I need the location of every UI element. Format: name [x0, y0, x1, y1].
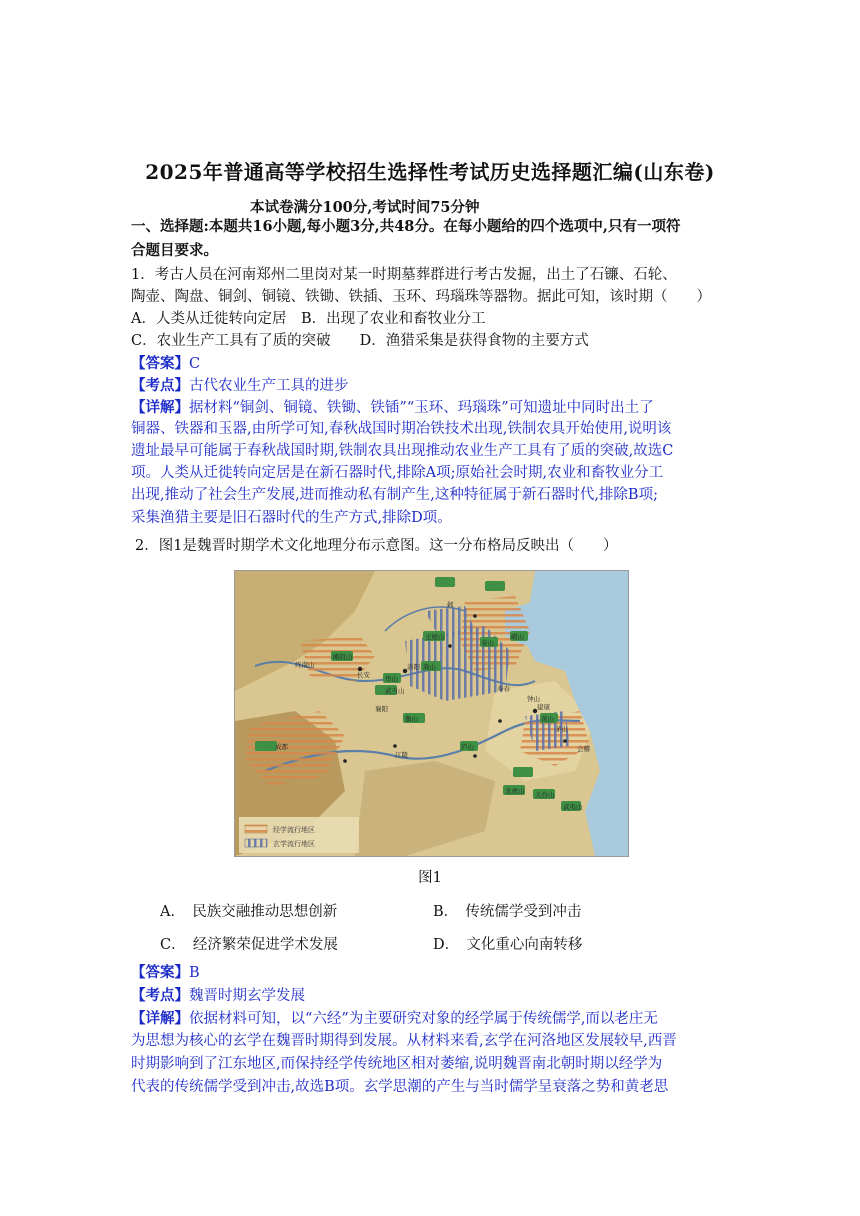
detail-text: 据材料“铜剑、铜镜、铁锄、铁锸”“玉环、玛瑙珠”可知遗址中同时出土了	[189, 400, 654, 416]
map-place-label: 建康	[537, 703, 550, 711]
map-place-label: 龙虎山	[505, 787, 525, 795]
map-place-label: 寿春	[497, 685, 510, 693]
mountain-tag	[485, 581, 505, 591]
q2-detail-line4: 代表的传统儒学受到冲击,故选B项。玄学思潮的产生与当时儒学呈衰落之势和黄老思	[131, 1079, 669, 1095]
legend-label-xuanxue: 玄学流行地区	[273, 840, 315, 848]
map-place-label: 襄阳	[375, 705, 388, 713]
mountain-tag	[255, 741, 277, 751]
q2-option-c: C． 经济繁荣促进学术发展	[160, 937, 338, 953]
map-place-label: 长安	[357, 671, 370, 679]
map-place-label: 会稽	[577, 745, 590, 753]
map-place-label: 黄山	[541, 715, 554, 723]
q1-detail-line6: 采集渔猎主要是旧石器时代的生产方式,排除D项。	[131, 510, 452, 526]
map-svg	[235, 571, 628, 856]
exam-info: 本试卷满分100分,考试时间75分钟	[250, 199, 480, 216]
answer-tag: 【答案】	[131, 964, 189, 981]
map-place-label: 崂山	[511, 633, 524, 641]
map-place-label: 武夷山	[563, 803, 583, 811]
section-heading-line1: 一、选择题:本题共16小题,每小题3分,共48分。在每小题给的四个选项中,只有一项符	[131, 218, 681, 235]
map-place-label: 洛阳	[407, 663, 420, 671]
map-place-label: 嵩山	[423, 663, 436, 671]
map-place-label: 钟山	[527, 695, 540, 703]
section-heading-line2: 合题目要求。	[131, 242, 218, 259]
q1-detail-line1	[131, 397, 731, 419]
kaodian-value: 魏晋时期玄学发展	[189, 988, 305, 1004]
q1-detail-line2: 铜器、铁器和玉器,由所学可知,春秋战国时期冶铁技术出现,铁制农具开始使用,说明该	[131, 421, 672, 437]
q1-stem-line2: 陶壶、陶盘、铜剑、铜镜、铁锄、铁插、玉环、玛瑙珠等器物。据此可知，该时期（ ）	[131, 289, 711, 305]
q1-detail-line4: 项。人类从迁徙转向定居是在新石器时代,排除A项;原始社会时期,农业和畜牧业分工	[131, 465, 664, 481]
q1-options-ab: A．人类从迁徙转向定居 B．出现了农业和畜牧业分工	[131, 311, 486, 327]
map-place-label: 庐山	[461, 743, 474, 751]
map-place-label: 江陵	[395, 751, 408, 759]
kaodian-value: 古代农业生产工具的进步	[189, 378, 349, 394]
answer-value: C	[189, 356, 201, 372]
map-place-label: 泰山	[481, 639, 494, 647]
kaodian-tag: 【考点】	[131, 377, 189, 394]
figure-caption: 图1	[418, 870, 442, 886]
detail-text: 依据材料可知，以“六经”为主要研究对象的经学属于传统儒学,而以老庄无	[189, 1011, 658, 1027]
map-legend	[239, 817, 359, 853]
q1-detail-line3: 遗址最早可能属于春秋战国时期,铁制农具出现推动农业生产工具有了质的突破,故选C	[131, 443, 674, 459]
mountain-tag	[513, 767, 533, 777]
detail-tag: 【详解】	[131, 1010, 189, 1027]
q2-option-d: D． 文化重心向南转移	[433, 937, 583, 953]
q1-answer	[131, 353, 731, 375]
q2-detail-line3: 时期影响到了江东地区,而保持经学传统地区相对萎缩,说明魏晋南北朝时期以经学为	[131, 1056, 663, 1072]
q1-options-cd: C．农业生产工具有了质的突破 D．渔猎采集是获得食物的主要方式	[131, 333, 589, 349]
legend-label-jingxue: 经学流行地区	[273, 826, 315, 834]
map-place-label: 邺	[447, 601, 454, 609]
map-place-label: 武当山	[385, 687, 405, 695]
answer-tag: 【答案】	[131, 355, 189, 372]
page-title: 2025年普通高等学校招生选择性考试历史选择题汇编(山东卷)	[145, 160, 715, 184]
q2-kaodian	[131, 985, 731, 1007]
q1-stem-line1: 1．考古人员在河南郑州二里岗对某一时期墓葬群进行考古发掘，出土了石镰、石轮、	[131, 267, 677, 283]
kaodian-tag: 【考点】	[131, 987, 189, 1004]
q2-answer	[131, 962, 731, 984]
q1-detail-line5: 出现,推动了社会生产发展,进而推动私有制产生,这种特征属于新石器时代,排除B项;	[131, 487, 658, 503]
map-place-label: 茅山	[555, 725, 568, 733]
map-place-label: 终南山	[295, 661, 315, 669]
mountain-tag	[435, 577, 455, 587]
q2-stem: 2．图1是魏晋时期学术文化地理分布示意图。这一分布格局反映出（ ）	[135, 538, 618, 554]
map-place-label: 华山	[385, 675, 398, 683]
answer-value: B	[189, 965, 200, 981]
map-place-label: 衡山	[405, 715, 418, 723]
q2-option-b: B． 传统儒学受到冲击	[433, 904, 582, 920]
q1-kaodian	[131, 375, 731, 397]
map-place-label: 峨眉山	[333, 653, 353, 661]
q2-option-a: A． 民族交融推动思想创新	[160, 904, 338, 920]
map-place-label: 成都	[275, 743, 288, 751]
q2-detail-line1	[131, 1008, 731, 1030]
detail-tag: 【详解】	[131, 399, 189, 416]
map-place-label: 天台山	[535, 791, 555, 799]
q2-detail-line2: 为思想为核心的玄学在魏晋时期得到发展。从材料来看,玄学在河洛地区发展较早,西晋	[131, 1033, 677, 1049]
map-place-label: 王屋山	[425, 633, 445, 641]
figure-1-map	[234, 570, 629, 857]
